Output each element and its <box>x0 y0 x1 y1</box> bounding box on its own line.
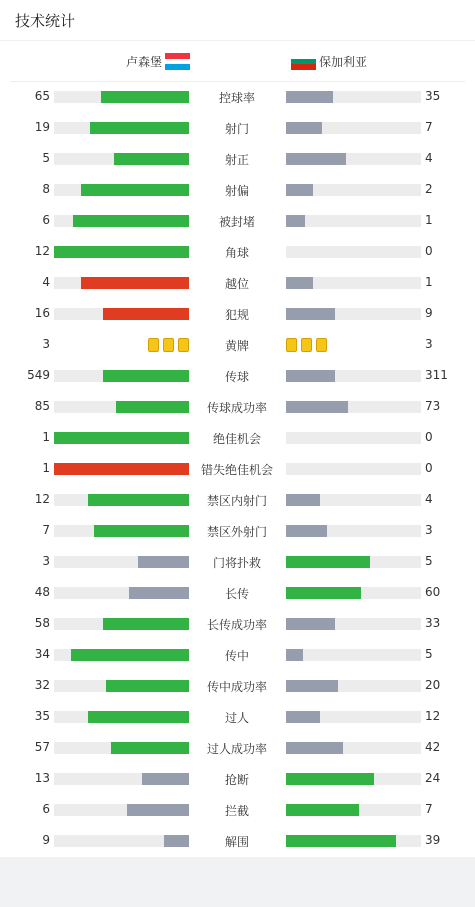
home-bar <box>101 91 189 103</box>
home-value: 48 <box>34 585 50 599</box>
home-bar-track <box>54 680 189 692</box>
stat-row <box>0 113 475 144</box>
stat-label: 过人成功率 <box>206 742 267 756</box>
home-bar-track <box>54 463 189 475</box>
away-yellow-cards <box>286 338 327 352</box>
home-bar-track <box>54 711 189 723</box>
bulgaria-flag-icon <box>291 53 316 70</box>
home-bar <box>71 649 189 661</box>
stat-row <box>0 175 475 206</box>
stats-list <box>0 82 475 857</box>
home-bar-track <box>54 91 189 103</box>
home-bar <box>88 711 189 723</box>
away-value: 4 <box>425 151 433 165</box>
stat-label: 传中 <box>224 649 249 663</box>
away-bar <box>286 184 313 196</box>
stat-row <box>0 206 475 237</box>
stat-row <box>0 361 475 392</box>
home-bar-track <box>54 804 189 816</box>
stat-row <box>0 299 475 330</box>
home-bar-track <box>54 122 189 134</box>
stat-row <box>0 237 475 268</box>
away-value: 42 <box>425 740 441 754</box>
home-bar-track <box>54 153 189 165</box>
away-value: 33 <box>425 616 441 630</box>
away-value: 1 <box>425 275 433 289</box>
away-bar <box>286 215 305 227</box>
away-value: 12 <box>425 709 441 723</box>
away-value: 1 <box>425 213 433 227</box>
away-bar-track <box>286 370 421 382</box>
away-bar-track <box>286 463 421 475</box>
page-title: 技术统计 <box>15 12 76 30</box>
home-bar-track <box>54 432 189 444</box>
stat-row <box>0 578 475 609</box>
home-team <box>126 53 190 70</box>
home-bar-track <box>54 215 189 227</box>
home-bar-track <box>54 835 189 847</box>
away-bar <box>286 804 359 816</box>
away-bar <box>286 711 320 723</box>
yellow-card-icon <box>286 338 297 352</box>
home-bar-track <box>54 370 189 382</box>
home-bar <box>81 184 189 196</box>
stat-label: 拦截 <box>224 804 249 818</box>
away-bar-track <box>286 215 421 227</box>
home-bar <box>106 680 189 692</box>
away-value: 7 <box>425 120 433 134</box>
home-bar <box>103 618 189 630</box>
home-yellow-cards <box>148 338 189 352</box>
home-value: 12 <box>34 244 50 258</box>
home-value: 3 <box>42 337 50 351</box>
stat-label: 禁区内射门 <box>206 494 267 508</box>
home-value: 12 <box>34 492 50 506</box>
home-bar <box>103 308 189 320</box>
stat-row <box>0 454 475 485</box>
away-bar <box>286 773 374 785</box>
home-bar <box>73 215 189 227</box>
stat-label: 长传成功率 <box>206 618 267 632</box>
yellow-card-icon <box>148 338 159 352</box>
home-bar-track <box>54 587 189 599</box>
home-value: 32 <box>34 678 50 692</box>
home-value: 5 <box>42 151 50 165</box>
away-value: 4 <box>425 492 433 506</box>
away-value: 35 <box>425 89 441 103</box>
away-bar-track <box>286 246 421 258</box>
home-team-name: 卢森堡 <box>125 55 162 69</box>
home-value: 13 <box>34 771 50 785</box>
home-value: 85 <box>34 399 50 413</box>
home-bar <box>88 494 189 506</box>
away-bar-track <box>286 742 421 754</box>
home-value: 1 <box>42 430 50 444</box>
stat-label: 传中成功率 <box>206 680 267 694</box>
home-bar-track <box>54 494 189 506</box>
home-bar-track <box>54 773 189 785</box>
away-bar <box>286 122 322 134</box>
home-value: 549 <box>27 368 50 382</box>
home-bar <box>129 587 189 599</box>
away-bar-track <box>286 432 421 444</box>
away-bar-track <box>286 618 421 630</box>
home-value: 34 <box>34 647 50 661</box>
away-bar-track <box>286 91 421 103</box>
stat-label: 射正 <box>224 153 249 167</box>
away-bar <box>286 91 333 103</box>
stat-row <box>0 330 475 361</box>
away-bar <box>286 556 370 568</box>
away-bar-track <box>286 401 421 413</box>
home-bar <box>54 463 189 475</box>
away-value: 73 <box>425 399 441 413</box>
home-bar <box>116 401 189 413</box>
away-bar-track <box>286 308 421 320</box>
stat-row <box>0 609 475 640</box>
stat-row <box>0 268 475 299</box>
home-value: 35 <box>34 709 50 723</box>
stat-label: 黄牌 <box>224 339 249 353</box>
stat-label: 越位 <box>224 277 249 291</box>
home-value: 16 <box>34 306 50 320</box>
home-value: 3 <box>42 554 50 568</box>
stat-row <box>0 392 475 423</box>
away-value: 0 <box>425 430 433 444</box>
away-bar <box>286 835 396 847</box>
away-bar-track <box>286 556 421 568</box>
home-value: 58 <box>34 616 50 630</box>
stat-label: 犯规 <box>224 308 249 322</box>
stat-row <box>0 640 475 671</box>
stat-row <box>0 485 475 516</box>
away-bar-track <box>286 153 421 165</box>
away-bar <box>286 494 320 506</box>
yellow-card-icon <box>178 338 189 352</box>
home-bar <box>94 525 189 537</box>
away-bar <box>286 401 348 413</box>
away-value: 5 <box>425 647 433 661</box>
home-value: 4 <box>42 275 50 289</box>
stat-row <box>0 764 475 795</box>
away-value: 9 <box>425 306 433 320</box>
away-bar <box>286 587 361 599</box>
stat-label: 角球 <box>224 246 249 260</box>
home-bar <box>90 122 189 134</box>
away-bar-track <box>286 680 421 692</box>
away-bar <box>286 649 303 661</box>
stat-row <box>0 826 475 857</box>
away-value: 7 <box>425 802 433 816</box>
away-team <box>291 53 367 70</box>
home-bar <box>127 804 189 816</box>
home-value: 19 <box>34 120 50 134</box>
home-value: 1 <box>42 461 50 475</box>
home-bar-track <box>54 742 189 754</box>
away-value: 60 <box>425 585 441 599</box>
away-value: 5 <box>425 554 433 568</box>
away-value: 0 <box>425 461 433 475</box>
home-bar <box>54 246 189 258</box>
away-value: 2 <box>425 182 433 196</box>
stat-label: 绝佳机会 <box>212 432 261 446</box>
home-value: 6 <box>42 213 50 227</box>
stat-row <box>0 423 475 454</box>
home-bar-track <box>54 618 189 630</box>
home-bar <box>164 835 189 847</box>
home-bar-track <box>54 184 189 196</box>
stat-label: 传球成功率 <box>206 401 267 415</box>
away-value: 311 <box>425 368 448 382</box>
home-value: 6 <box>42 802 50 816</box>
away-bar-track <box>286 587 421 599</box>
home-bar-track <box>54 649 189 661</box>
away-value: 39 <box>425 833 441 847</box>
home-bar-track <box>54 308 189 320</box>
away-bar-track <box>286 122 421 134</box>
away-bar-track <box>286 525 421 537</box>
stat-label: 长传 <box>224 587 249 601</box>
stat-label: 射偏 <box>224 184 249 198</box>
teams-header <box>0 41 475 81</box>
luxembourg-flag-icon <box>165 53 190 70</box>
away-value: 3 <box>425 523 433 537</box>
away-bar <box>286 680 338 692</box>
home-bar-track <box>54 246 189 258</box>
stat-label: 错失绝佳机会 <box>200 463 273 477</box>
stat-row <box>0 671 475 702</box>
away-value: 24 <box>425 771 441 785</box>
away-bar-track <box>286 277 421 289</box>
home-value: 9 <box>42 833 50 847</box>
yellow-card-icon <box>301 338 312 352</box>
stat-label: 过人 <box>224 711 249 725</box>
away-bar <box>286 370 335 382</box>
stat-label: 解围 <box>224 835 249 849</box>
stat-label: 射门 <box>224 122 249 136</box>
away-bar-track <box>286 184 421 196</box>
away-bar <box>286 308 335 320</box>
home-bar <box>142 773 189 785</box>
away-bar-track <box>286 711 421 723</box>
away-bar-track <box>286 773 421 785</box>
home-bar-track <box>54 525 189 537</box>
stat-row <box>0 82 475 113</box>
home-bar <box>54 432 189 444</box>
home-bar-track <box>54 277 189 289</box>
home-value: 57 <box>34 740 50 754</box>
away-bar <box>286 618 335 630</box>
stat-row <box>0 733 475 764</box>
stat-row <box>0 795 475 826</box>
stat-label: 被封堵 <box>218 215 255 229</box>
stat-row <box>0 547 475 578</box>
home-bar <box>138 556 189 568</box>
stat-row <box>0 702 475 733</box>
home-value: 8 <box>42 182 50 196</box>
yellow-card-icon <box>316 338 327 352</box>
away-bar <box>286 277 313 289</box>
stat-label: 控球率 <box>218 91 255 105</box>
yellow-card-icon <box>163 338 174 352</box>
away-bar-track <box>286 649 421 661</box>
stat-label: 禁区外射门 <box>206 525 267 539</box>
away-team-name: 保加利亚 <box>319 55 368 69</box>
away-bar-track <box>286 835 421 847</box>
away-value: 0 <box>425 244 433 258</box>
away-bar <box>286 742 343 754</box>
away-bar <box>286 153 346 165</box>
home-bar <box>103 370 189 382</box>
stat-label: 传球 <box>224 370 249 384</box>
home-bar <box>111 742 189 754</box>
away-value: 3 <box>425 337 433 351</box>
home-value: 7 <box>42 523 50 537</box>
stat-label: 抢断 <box>224 773 249 787</box>
home-bar <box>81 277 189 289</box>
stat-row <box>0 516 475 547</box>
home-bar-track <box>54 556 189 568</box>
stat-row <box>0 144 475 175</box>
stat-label: 门将扑救 <box>212 556 261 570</box>
away-value: 20 <box>425 678 441 692</box>
away-bar <box>286 525 327 537</box>
home-value: 65 <box>34 89 50 103</box>
home-bar-track <box>54 401 189 413</box>
away-bar-track <box>286 494 421 506</box>
home-bar <box>114 153 189 165</box>
away-bar-track <box>286 804 421 816</box>
